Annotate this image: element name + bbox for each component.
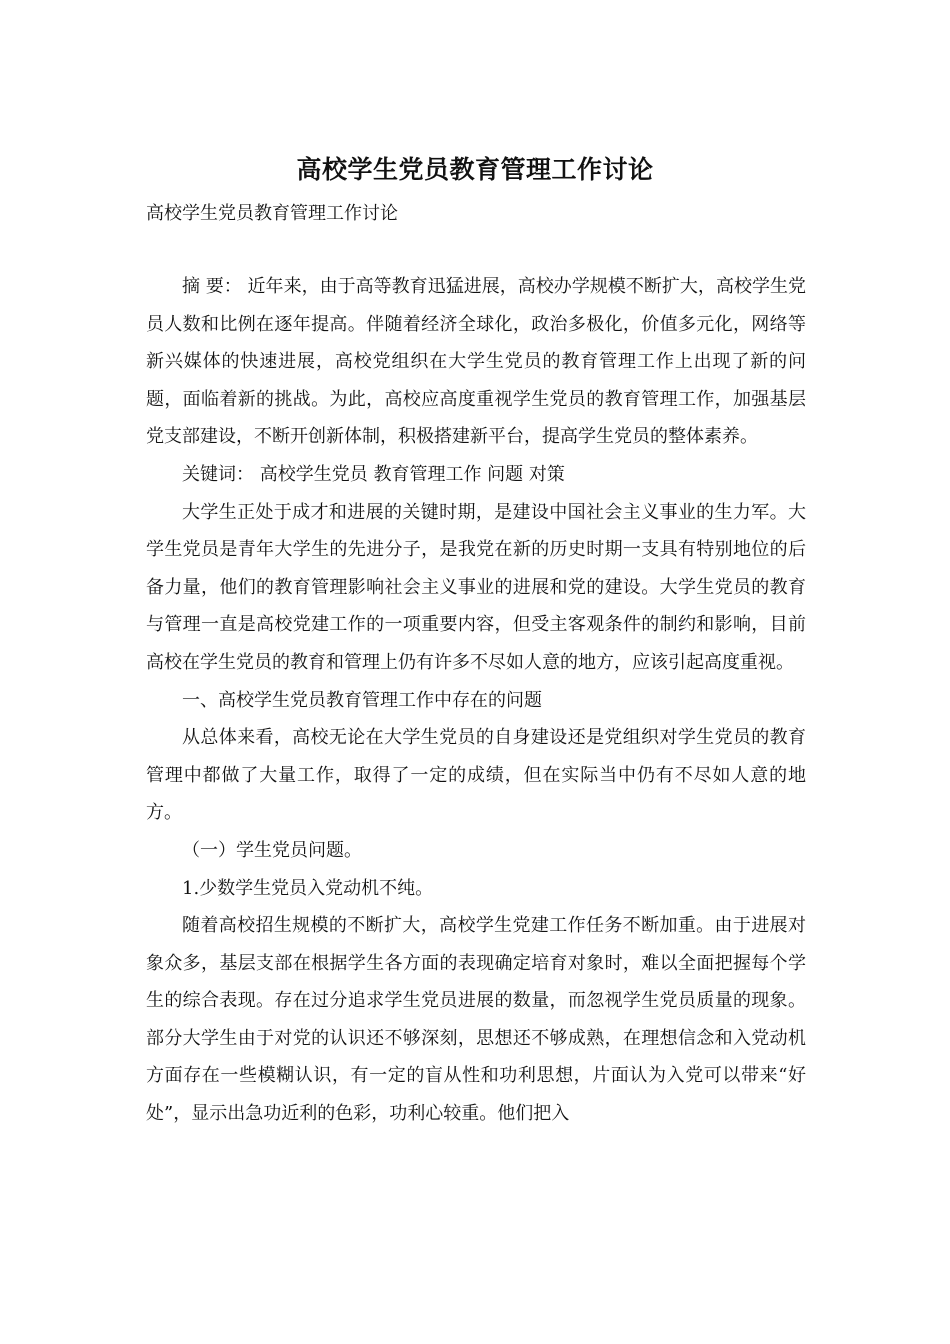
section1-heading: 一、高校学生党员教育管理工作中存在的问题 [182, 689, 542, 711]
keywords-line [146, 456, 806, 494]
document-title: 高校学生党员教育管理工作讨论 [296, 155, 654, 184]
document-body [146, 268, 806, 1133]
intro-paragraph: 大学生正处于成才和进展的关键时期，是建设中国社会主义事业的生力军。大学生党员是青年大学生的先进分子，是我党在新的历史时期一支具有特别地位的后备力量，他们的教育管理影响社会主义事业的进展和党的建设。大学生党员的教育与管理一直是高校党建工作的一项重要内容，但受主客观条件的制约和影响，目前高校在学生党员的教育和管理上仍有许多不尽如人意的地方，应该引起高度重视。 [146, 501, 806, 673]
keywords-label: 关键词： [182, 463, 254, 485]
abstract-text: 近年来，由于高等教育迅猛进展，高校办学规模不断扩大，高校学生党员人数和比例在逐年提高。伴随着经济全球化，政治多极化，价值多元化，网络等新兴媒体的快速进展，高校党组织在大学生党员的教育管理工作上出现了新的问题，面临着新的挑战。为此，高校应高度重视学生党员的教育管理工作，加强基层党支部建设，不断开创新体制，积极搭建新平台，提高学生党员的整体素养。 [146, 276, 806, 448]
document-subtitle: 高校学生党员教育管理工作讨论 [146, 203, 398, 224]
item1-heading: 1.少数学生党员入党动机不纯。 [182, 877, 434, 899]
abstract-paragraph [146, 268, 806, 456]
subsection-heading: （一）学生党员问题。 [182, 839, 362, 861]
section1-paragraph: 从总体来看，高校无论在大学生党员的自身建设还是党组织对学生党员的教育管理中都做了大量工作，取得了一定的成绩，但在实际当中仍有不尽如人意的地方。 [146, 727, 806, 824]
keywords-text: 高校学生党员 教育管理工作 问题 对策 [259, 463, 565, 485]
abstract-label: 摘 要： [182, 276, 242, 297]
item1-paragraph: 随着高校招生规模的不断扩大，高校学生党建工作任务不断加重。由于进展对象众多，基层支部在根据学生各方面的表现确定培育对象时，难以全面把握每个学生的综合表现。存在过分追求学生党员进展的数量，而忽视学生党员质量的现象。部分大学生由于对党的认识还不够深刻，思想还不够成熟，在理想信念和入党动机方面存在一些模糊认识，有一定的盲从性和功利思想，片面认为入党可以带来“好处”，显示出急功近利的色彩，功利心较重。他们把入 [146, 915, 806, 1125]
